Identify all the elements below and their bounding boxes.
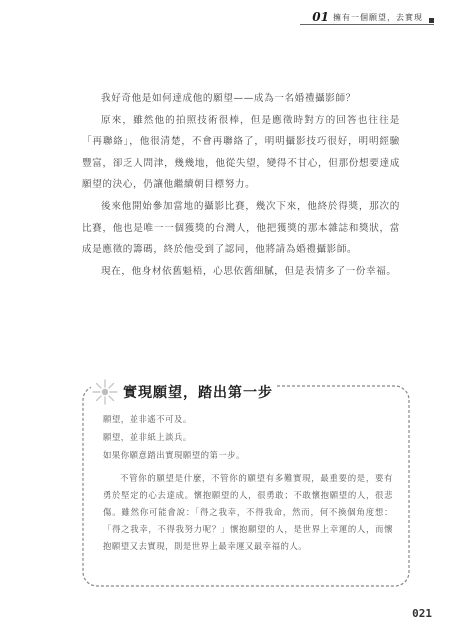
paragraph-background: 原來，雖然他的拍照技術很棒，但是應徵時對方的回答也往往是「再聯絡」，他很清楚，不會再聯絡了，明明攝影技巧很好，明明經驗豐富，卻乏人問津，幾幾地，他從失望，變得不甘心，但那份想要達成願望的決心，仍讓他繼續朝目標努力。: [82, 114, 400, 191]
paragraph-question: 我好奇他是如何達成他的願望——成為一名婚禮攝影師？: [101, 93, 356, 104]
callout-title: 實現願望，踏出第一步: [123, 385, 273, 401]
chapter-number: 01: [312, 10, 329, 24]
header-rule: [300, 24, 434, 25]
sunburst-icon: [91, 378, 119, 406]
callout-body: [103, 410, 393, 555]
paragraph-now: 現在，他身材依舊魁梧，心思依舊細膩，但是表情多了一份幸福。: [101, 265, 397, 277]
callout-paragraph: 不管你的願望是什麼，不管你的願望有多難實現，最重要的是，要有勇於堅定的心去達成。懷抱願望的人，很勇敢；不敢懷抱願望的人，很悲傷。雖然你可能會說：「得之我幸，不得我命，然而，何不換個角度想：「得之我幸，不得我努力呢？」懷抱願望的人，是世界上幸運的人，而懷抱願望又去實現，則是世界上最幸運又最幸福的人。: [103, 473, 393, 551]
corner-mark-icon: [429, 18, 434, 23]
chapter-title: 擁有一個願望，去實現: [333, 12, 423, 22]
page-number: 021: [412, 607, 432, 620]
callout-line: 如果你願意踏出實現願望的第一步。: [103, 450, 245, 460]
callout-header: [91, 378, 277, 406]
body-text: [82, 88, 400, 282]
callout-line: 願望，並非遙不可及。: [103, 414, 192, 424]
running-header: [312, 10, 434, 24]
callout-box: [81, 370, 411, 590]
callout-line: 願望，並非紙上談兵。: [103, 432, 192, 442]
paragraph-contest: 後來他開始參加當地的攝影比賽，幾次下來，他終於得獎，那次的比賽，他也是唯一一個獲獎的台灣人，他把獲獎的那本雜誌和獎狀，當成是應徵的籌碼，終於他受到了認同，他將請為婚禮攝影師。: [82, 200, 400, 256]
